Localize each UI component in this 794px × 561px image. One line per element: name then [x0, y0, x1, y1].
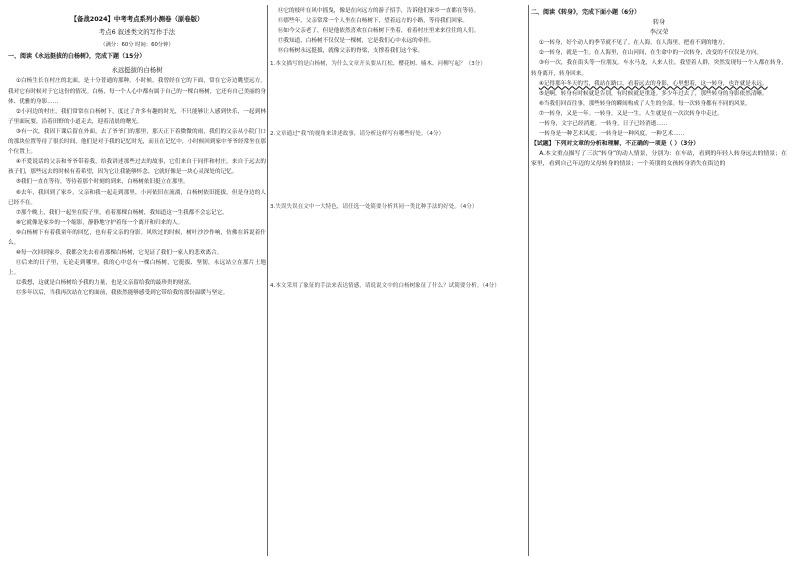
- paragraph: ⑰我知道，白杨树不仅仅是一棵树，它是我们心中永远的牵挂。: [277, 38, 435, 45]
- paragraph: ⑨白杨树下有着我童年的回忆，也有着父亲的身影。风吹过的时候，树叶沙沙作响，仿佛在诉说着什么。: [8, 229, 266, 246]
- question-4: 4.本文采用了象征的手法来表达情感，请说说文中的白杨树象征了什么？试简要分析。（4分）: [270, 282, 500, 289]
- paragraph: ②小河边的村庄，我们常常在白杨树下，度过了许多有趣的时光，不只能够让人感到快乐，一起到林子里面玩耍，沿着田野的小道走去，迎着清晨的曙光。: [8, 108, 266, 125]
- column-divider: [528, 5, 529, 556]
- paragraph: ③有一次，我因下课后留在外面，去了爷爷门的那里，那天正下着微微的雨，我们的父亲从小院门口的那块位置等待了很长时间，他们是对于我的记忆时光，而且在记忆中，小时候回到家中爷爷经常坐在那个位置上。: [8, 128, 266, 156]
- answer-space[interactable]: [270, 70, 525, 126]
- poem-line: 一转身是一种艺术风度；一转身是一种风度，一种艺术……: [538, 131, 685, 138]
- paragraph-underlined: ④记得那年冬天的雪，我站在路口，看着远去的身影，心里想着，这一转身，也许就是永远。: [538, 80, 768, 87]
- paragraph: ⑧它就像是家乡的一个缩影，静静地守护着每一个离开和归来的人。: [15, 219, 184, 226]
- answer-space[interactable]: [270, 139, 525, 199]
- essay-title: 永远挺拔的白杨树: [111, 66, 163, 75]
- poem-line: 一转身，文字已经消逝。一转身，日子已经消逝……: [538, 121, 668, 128]
- paragraph: ⑤是啊，转身有时候就是告别，有时候就是重逢。多少年过去了，那些转身的身影依然清晰。: [538, 90, 768, 97]
- question-title: 【试题】下列对文章的分析和理解，不正确的一项是（ ）（3分）: [531, 141, 700, 148]
- answer-space[interactable]: [270, 212, 525, 278]
- paragraph: ⑤我们一直在等待，等待着那个时刻的到来，白杨树依旧挺立在那里。: [15, 179, 189, 186]
- paragraph: ②一转身，就是一生。在人海里，在山河间，在生命中的一次转身，改变的不仅仅是方向。: [538, 50, 763, 57]
- question-2: 2.文章通过“我”的视角来讲述故事，请分析这样写有哪些好处。（4分）: [270, 130, 445, 137]
- paragraph: ⑫我想，这就是白杨树给予我的力量，也是父亲留给我的最珍贵的财富。: [15, 280, 195, 287]
- paragraph: ④不爱说话的父亲和爷爷带着我，给我讲述那些过去的故事，它们来自于同伴和村庄，来自于远去的孩子们，那些远去的时候有着希望，因为它让我能够怀念，它就好像是一块心灵深处的记忆。: [8, 159, 266, 176]
- column-middle: [270, 6, 525, 557]
- paragraph: ⑦那个晚上，我们一起坐在院子里，看着那棵白杨树，我知道这一生我都不会忘记它。: [15, 209, 228, 216]
- score-time-meta: （满分：60分 时间：60分钟）: [100, 42, 174, 49]
- paragraph: ①一转身，好个动人的季节就不见了。在人海，在人海里，把看不到的地方。: [538, 40, 729, 47]
- paragraph: ⑮那些年，父亲常常一个人坐在白杨树下，望着远方的小路，等待我们回家。: [277, 18, 469, 25]
- paragraph: ⑱白杨树永远挺拔，就像父亲的脊梁，支撑着我们这个家。: [277, 48, 424, 55]
- paragraph: ③有一次，我在街头等一位朋友。车水马龙，人来人往，我望着人群，突然发现每一个人都在转身，转身离开，转身回来。: [531, 60, 787, 77]
- paragraph: ⑥当我们回首往事，那些转身的瞬间构成了人生的全部。每一次转身都有不同的风景。: [538, 100, 751, 107]
- section-heading: 二、阅读《转身》，完成下面小题（6分）: [531, 9, 641, 16]
- paragraph: ⑯如今父亲老了，但是他依然喜欢在白杨树下坐着，看着村庄里来来往往的人们。: [277, 28, 480, 35]
- column-left: [8, 6, 266, 557]
- paragraph: ⑩每一次回到家乡，我都会先去看看那棵白杨树，它见证了我们一家人的悲欢离合。: [15, 250, 223, 257]
- column-right: [531, 6, 787, 557]
- document-title: 【备战2024】中考考点系列小测卷（原卷版）: [70, 15, 204, 23]
- paragraph: ⑭它的枝叶在风中摇曳，像是在向远方的游子招手，告诉他们家乡一直都在等待。: [277, 8, 480, 14]
- document-subtitle: 考点6 叙述类文的写作手法: [98, 28, 176, 37]
- section-heading: 一、阅读《永远挺拔的白杨树》，完成下题（15分）: [8, 53, 146, 61]
- essay-author: 李汉荣: [649, 29, 669, 37]
- paragraph: ⑦一转身，又是一年。一转身，又是一生。人生就是在一次次转身中走过。: [538, 110, 723, 117]
- option-a: A.本文重点描写了三次“转身”的动人情景，分别为：在车站，看到的年轻人转身远去的情景；在家里，看到自己年迈的父母转身的情景；一个英朋的女孩转身消失在街边的: [531, 151, 787, 168]
- paragraph: ⑬多年以后，当我再次站在它的面前，我依然能够感受到它带给我的那份温暖与坚定。: [15, 290, 229, 297]
- essay-title: 转身: [652, 19, 666, 27]
- paragraph: ⑪后来的日子里，无论走到哪里，我的心中总有一棵白杨树，它挺拔、坚韧，永远站立在那片土地上。: [8, 260, 266, 277]
- paragraph: ⑥去年，我回到了家乡，父亲和我一起走到那里，小河依旧在流淌，白杨树依旧挺拔，但是身边的人已经不在。: [8, 189, 266, 206]
- question-3: 3.失误失误在文中一大特色，请任选一处简要分析其同一类比种手法的好处。（4分）: [270, 203, 478, 210]
- question-1: 1.本文描写的是白杨树，为什么文章开头要从红松、樱花树、楠木、河柳写起？（3分）: [270, 61, 486, 68]
- paragraph: ①白杨生长在村庄的北面，是十分普通的那种。小时候，我曾经在它的下面，常在它旁边眺望远方。我对它有时候对于它这份的情况。白杨，每一个人心中都有属于自己的一棵白杨树，它还有自己美丽的身体、优雅的身影……: [8, 78, 266, 105]
- column-divider: [267, 5, 268, 556]
